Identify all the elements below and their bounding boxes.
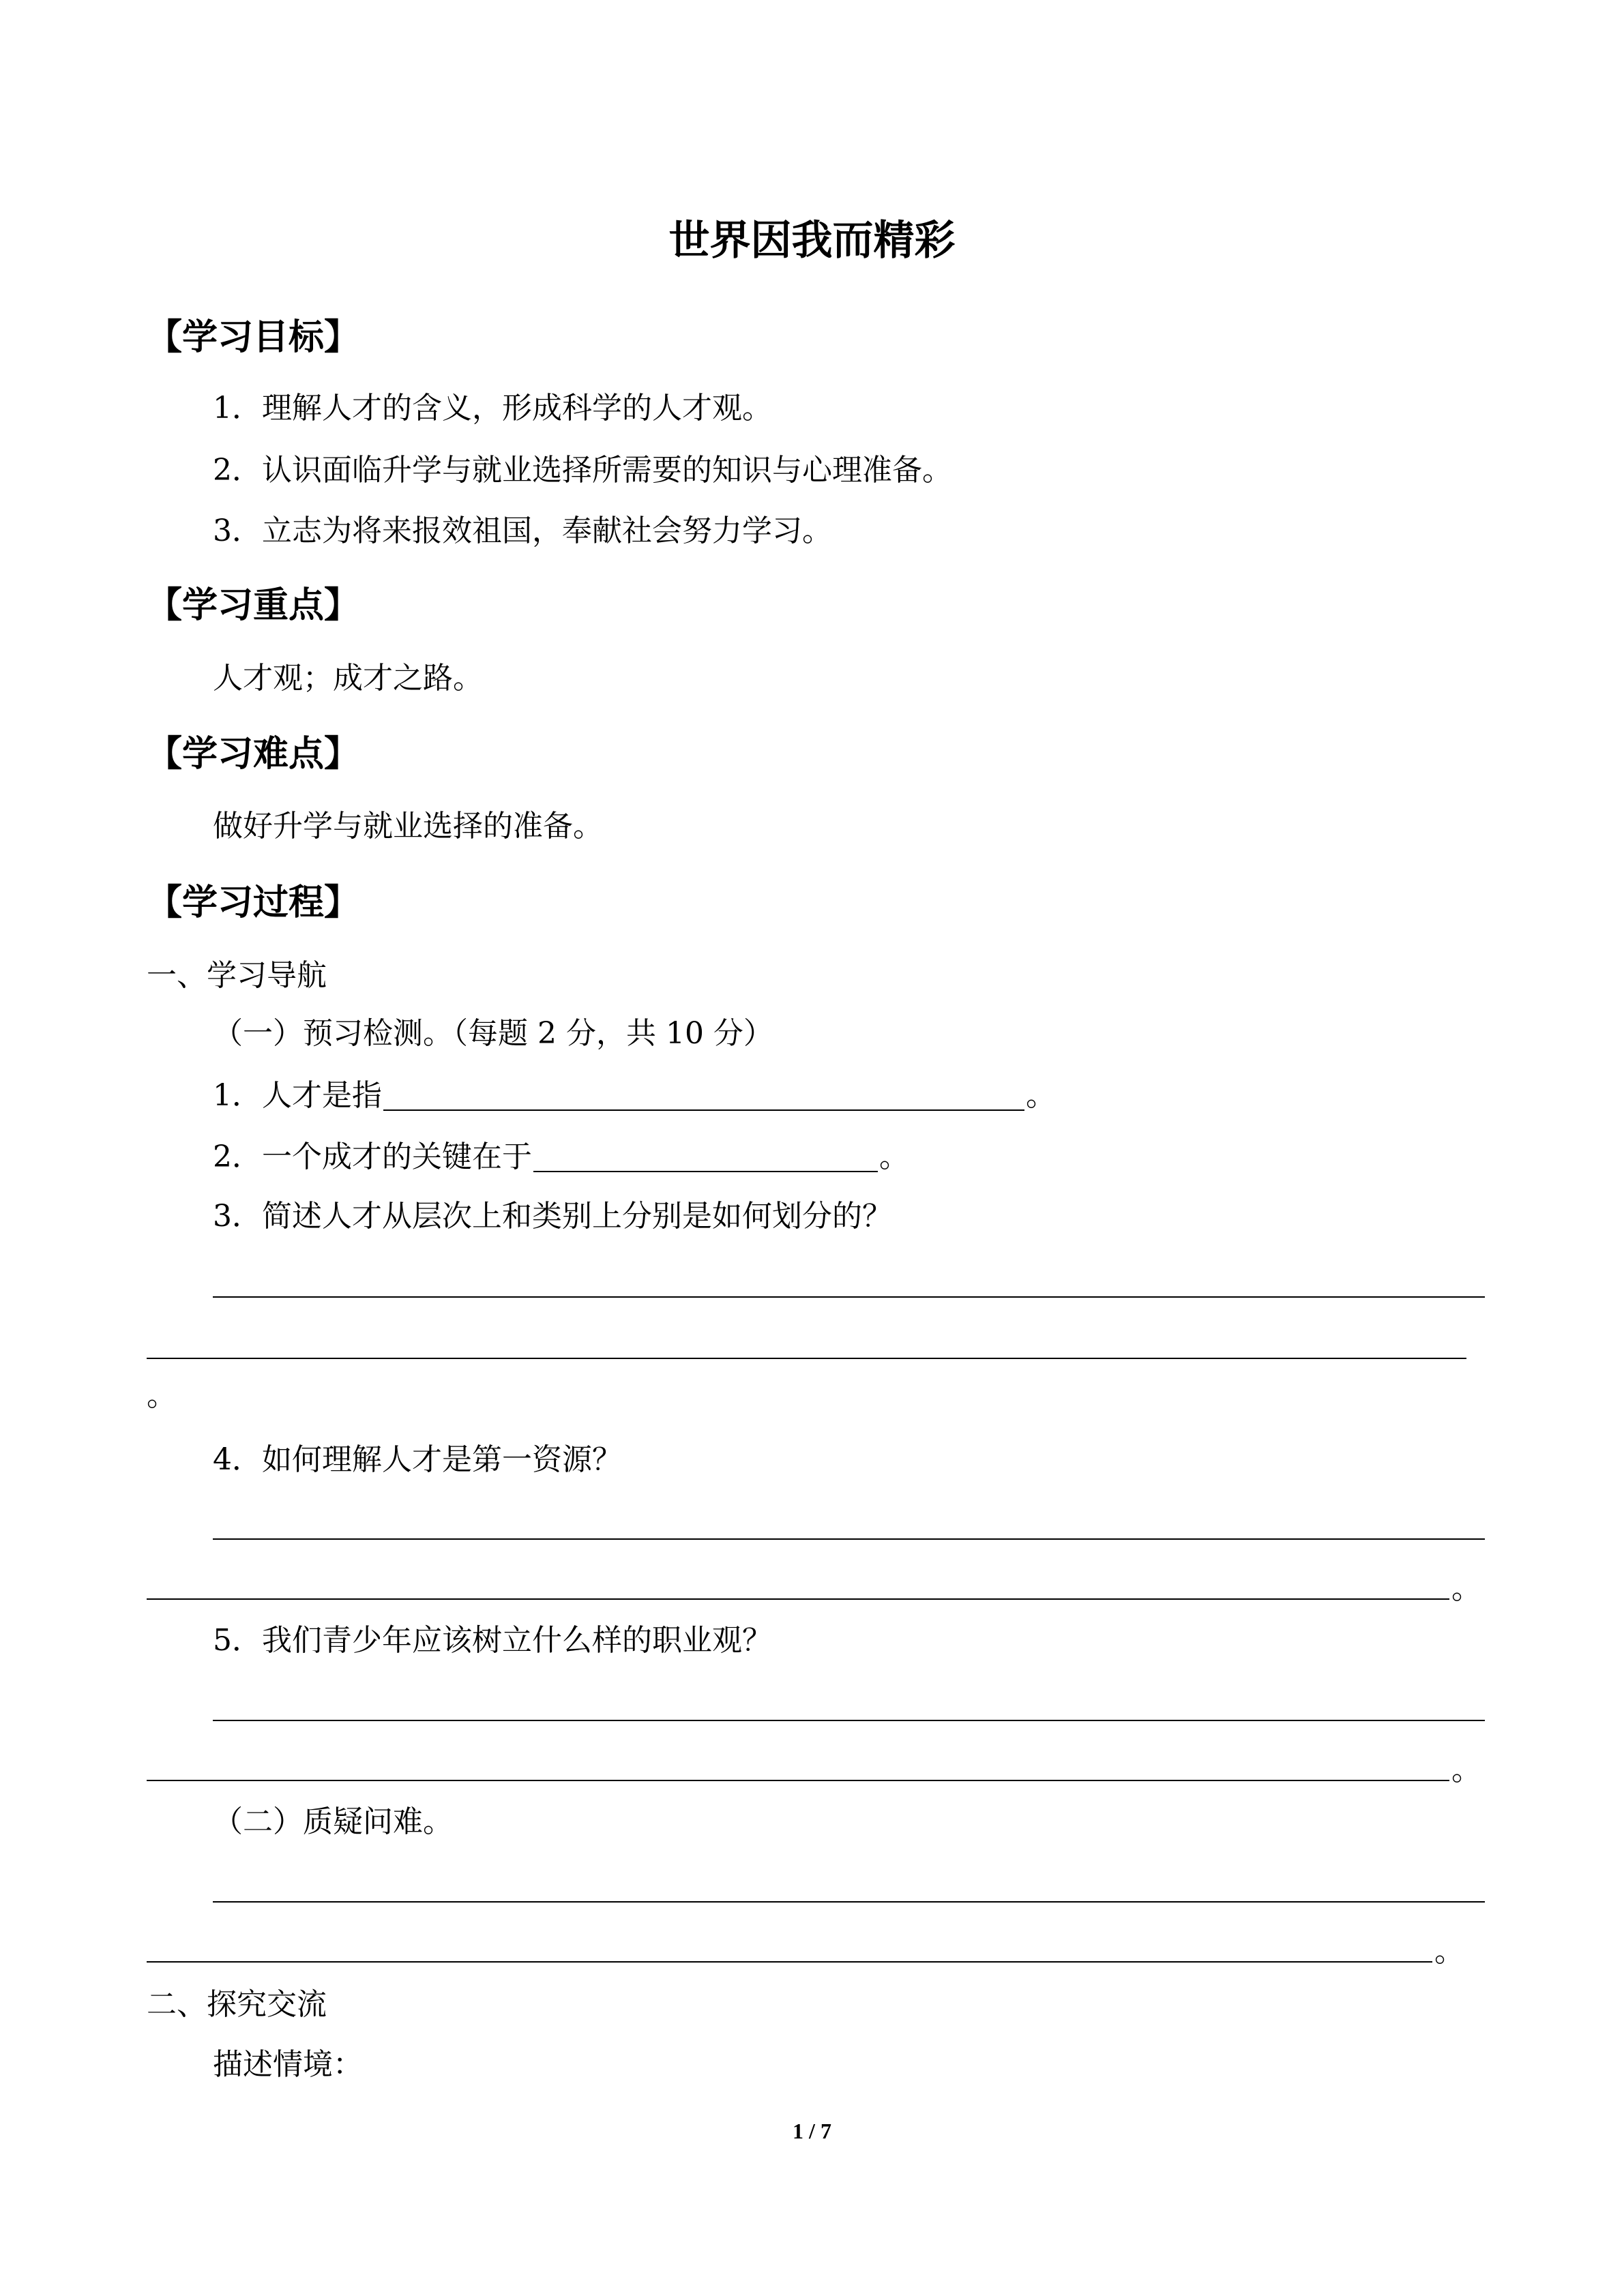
page-number: 1 / 7: [793, 2119, 831, 2143]
question-2-prefix: 2．一个成才的关键在于: [213, 1139, 532, 1174]
question-4: 4．如何理解人才是第一资源？: [213, 1442, 622, 1477]
scene-label: 描述情境：: [213, 2047, 363, 2082]
question-2: [213, 1141, 909, 1172]
heading-key-points: 【学习重点】: [147, 585, 360, 626]
part1-title: 一、学习导航: [147, 958, 327, 993]
question-2-suffix: 。: [879, 1139, 909, 1174]
part2-title: 二、探究交流: [147, 1987, 327, 2022]
question-5: 5．我们青少年应该树立什么样的职业观？: [213, 1623, 772, 1658]
question-1: [213, 1079, 1056, 1111]
answer-line[interactable]: [147, 1780, 1449, 1781]
answer-line[interactable]: [213, 1720, 1485, 1721]
answer-blank-1[interactable]: [383, 1079, 1024, 1111]
key-points-text: 人才观；成才之路。: [213, 661, 483, 696]
heading-learning-goals: 【学习目标】: [147, 317, 360, 358]
heading-difficulties: 【学习难点】: [147, 734, 360, 775]
question-1-suffix: 。: [1026, 1078, 1056, 1113]
goal-item: 3．立志为将来报效祖国，奉献社会努力学习。: [213, 513, 832, 548]
answer-line[interactable]: [147, 1598, 1449, 1600]
period-mark: 。: [1451, 1753, 1481, 1787]
period-mark: 。: [147, 1378, 177, 1413]
page-title: 世界因我而精彩: [668, 217, 956, 265]
answer-line[interactable]: [213, 1538, 1485, 1540]
answer-line[interactable]: [213, 1901, 1485, 1903]
period-mark: 。: [1451, 1571, 1481, 1606]
question-3: 3．简述人才从层次上和类别上分别是如何划分的？: [213, 1199, 892, 1234]
answer-line[interactable]: [147, 1961, 1432, 1963]
answer-line[interactable]: [213, 1296, 1485, 1298]
goal-item: 2．认识面临升学与就业选择所需要的知识与心理准备。: [213, 453, 952, 488]
goal-item: 1．理解人才的含义，形成科学的人才观。: [213, 391, 772, 426]
period-mark: 。: [1434, 1934, 1464, 1969]
answer-line[interactable]: [147, 1358, 1466, 1359]
heading-learning-process: 【学习过程】: [147, 882, 360, 923]
sub-section-preview-check: （一）预习检测。（每题 2 分，共 10 分）: [213, 1016, 773, 1051]
question-1-prefix: 1．人才是指: [213, 1078, 382, 1113]
sub-section-questions: （二）质疑问难。: [213, 1804, 453, 1839]
answer-blank-2[interactable]: [533, 1141, 878, 1172]
difficulties-text: 做好升学与就业选择的准备。: [213, 809, 603, 844]
